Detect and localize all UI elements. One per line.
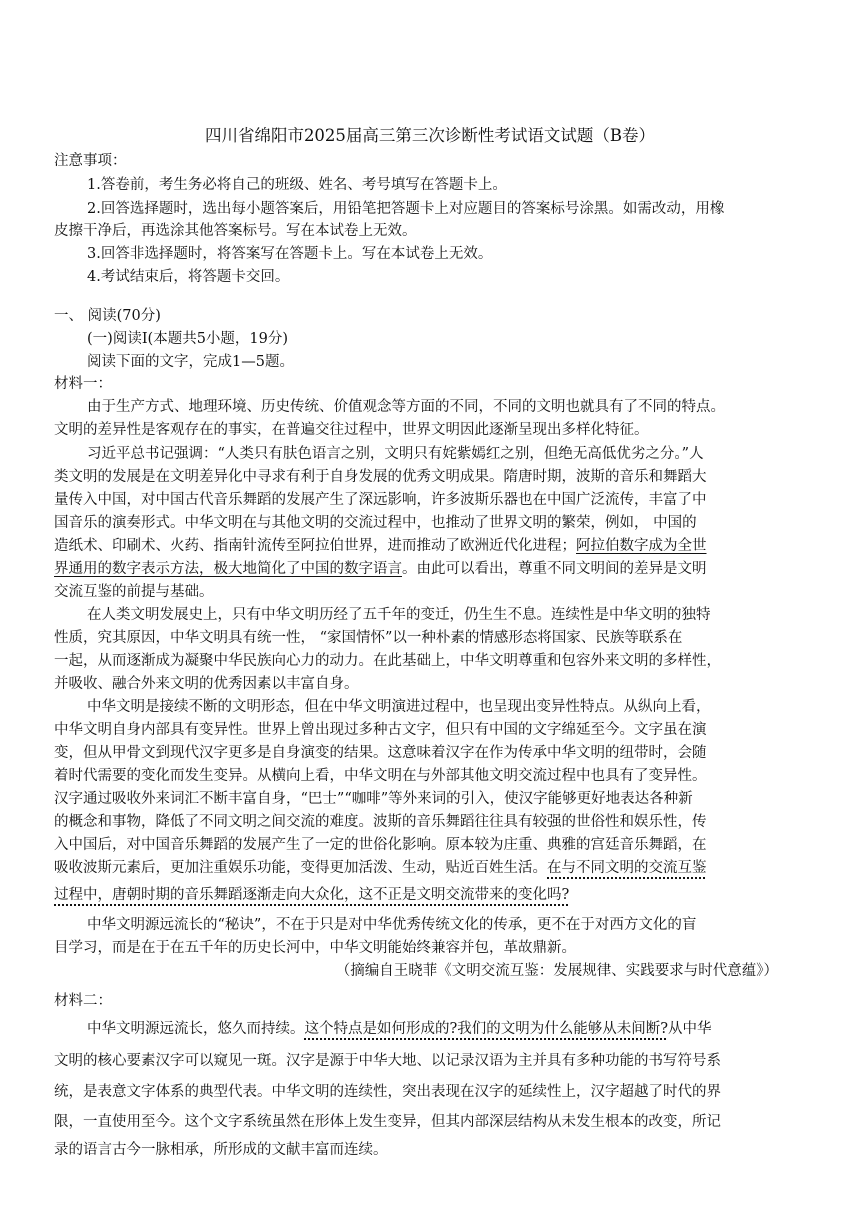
- m1-p2-line: 量传入中国，对中国古代音乐舞蹈的发展产生了深远影响，许多波斯乐器也在中国广泛流传，丰富了中: [54, 492, 707, 508]
- m1-p2-line: [54, 558, 707, 580]
- m2-text-run: 从中华: [668, 1021, 712, 1037]
- m1-p4-line: 入中国后，对中国音乐舞蹈的发展产生了一定的世俗化影响。原本较为庄重、典雅的宫廷音乐舞蹈，在: [54, 837, 707, 853]
- m1-p4-line: 中华文明是接续不断的文明形态，但在中华文明演进过程中，也呈现出变异性特点。从纵向上看，: [87, 699, 711, 715]
- notice-item-1: 1.答卷前，考生务必将自己的班级、姓名、考号填写在答题卡上。: [87, 177, 507, 193]
- section-heading: 一、 阅读(70分): [54, 308, 161, 324]
- m1-text-run: 。由此可以看出，尊重不同文明间的差异是文明: [402, 561, 707, 577]
- m1-p2-line: 习近平总书记强调：“人类只有肤色语言之别，文明只有姹紫嫣红之别，但绝无高低优劣之分。”人: [87, 446, 704, 462]
- m1-p5-line: 中华文明源远流长的“秘诀”，不在于只是对中华优秀传统文化的传承，更不在于对西方文化的盲: [87, 917, 697, 933]
- m1-p3-line: 在人类文明发展史上，只有中华文明历经了五千年的变迁，仍生生不息。连续性是中华文明的独特: [87, 607, 711, 623]
- m1-text-run: 造纸术、印刷术、火药、指南针流传至阿拉伯世界，进而推动了欧洲近代化进程；: [54, 538, 576, 554]
- notice-item-2-cont: 皮擦干净后，再选涂其他答案标号。写在本试卷上无效。: [54, 223, 417, 239]
- m1-p2-line: [54, 535, 707, 557]
- m1-p1-line: 文明的差异性是客观存在的事实，在普遍交往过程中，世界文明因此逐渐呈现出多样化特征。: [54, 422, 649, 438]
- m2-p1-line: [87, 1018, 712, 1040]
- underlined-text: 界通用的数字表示方法，极大地简化了中国的数字语言: [54, 561, 402, 577]
- page-title: 四川省绵阳市2025届高三第三次诊断性考试语文试题（B卷）: [204, 126, 656, 145]
- m1-p1-line: 由于生产方式、地理环境、历史传统、价值观念等方面的不同，不同的文明也就具有了不同的特点。: [87, 399, 725, 415]
- m1-p4-line: 变，但从甲骨文到现代汉字更多是自身演变的结果。这意味着汉字在作为传承中华文明的纽带时，会随: [54, 745, 707, 761]
- material2-label: 材料二：: [54, 993, 112, 1009]
- m2-p1-line: 统，是表意文字体系的典型代表。中华文明的连续性，突出表现在汉字的延续性上，汉字超越了时代的界: [54, 1084, 721, 1100]
- m2-p1-line: 录的语言古今一脉相承，所形成的文献丰富而连续。: [54, 1142, 388, 1158]
- section-subheading: (一)阅读Ⅰ(本题共5小题，19分): [87, 331, 289, 347]
- m1-p2-line: 国音乐的演奏形式。中华文明在与其他文明的交流过程中，也推动了世界文明的繁荣，例如， 中国的: [54, 515, 697, 531]
- dotted-emphasis-text: 在与不同文明的交流互鉴: [547, 860, 707, 876]
- m1-p4-line: 着时代需要的变化而发生变异。从横向上看，中华文明在与外部其他文明交流过程中也具有了变异性。: [54, 768, 707, 784]
- source-citation: （摘编自王晓菲《文明交流互鉴：发展规律、实践要求与时代意蕴》）: [335, 963, 778, 979]
- m1-text-run: 吸收波斯元素后，更加注重娱乐功能，变得更加活泼、生动，贴近百姓生活。: [54, 860, 547, 876]
- m1-p4-line: [54, 857, 707, 879]
- m2-p1-line: 文明的核心要素汉字可以窥见一斑。汉字是源于中华大地、以记录汉语为主并具有多种功能的书写符号系: [54, 1053, 721, 1069]
- m1-p4-line: 的概念和事物，降低了不同文明之间交流的难度。波斯的音乐舞蹈往往具有较强的世俗性和娱乐性，传: [54, 814, 707, 830]
- dotted-emphasis-text: 这个特点是如何形成的?我们的文明为什么能够从未间断?: [304, 1021, 669, 1037]
- m1-p2-line: 类文明的发展是在文明差异化中寻求有利于自身发展的优秀文明成果。隋唐时期，波斯的音乐和舞蹈大: [54, 469, 707, 485]
- notice-heading: 注意事项：: [54, 153, 127, 169]
- m1-p4-line: 汉字通过吸收外来词汇不断丰富自身，“巴士”“咖啡”等外来词的引入，使汉字能够更好地表达各种新: [54, 791, 693, 807]
- section-instruction: 阅读下面的文字，完成1—5题。: [87, 354, 294, 370]
- notice-item-2: 2.回答选择题时，选出每小题答案后，用铅笔把答题卡上对应题目的答案标号涂黑。如需改动，用橡: [87, 201, 725, 217]
- m1-p3-line: 一起，从而逐渐成为凝聚中华民族向心力的动力。在此基础上，中华文明尊重和包容外来文明的多样性，: [54, 653, 721, 669]
- m1-p3-line: 并吸收、融合外来文明的优秀因素以丰富自身。: [54, 676, 359, 692]
- dotted-emphasis-text: 过程中，唐朝时期的音乐舞蹈逐渐走向大众化，这不正是文明交流带来的变化吗?: [54, 887, 570, 903]
- underlined-text: 阿拉伯数字成为全世: [576, 538, 707, 554]
- m1-p3-line: 性质，究其原因，中华文明具有统一性， “家国情怀”以一种朴素的情感形态将国家、民族等联系在: [54, 630, 683, 646]
- m1-p4-line: 中华文明自身内部具有变异性。世界上曾出现过多种古文字，但只有中国的文字绵延至今。文字虽在演: [54, 722, 707, 738]
- m1-p2-line: 交流互鉴的前提与基础。: [54, 584, 214, 600]
- m2-p1-line: 限，一直使用至今。这个文字系统虽然在形体上发生变异，但其内部深层结构从未发生根本的改变，所记: [54, 1114, 721, 1130]
- notice-item-3: 3.回答非选择题时，将答案写在答题卡上。写在本试卷上无效。: [87, 246, 493, 262]
- notice-item-4: 4.考试结束后，将答题卡交回。: [87, 269, 290, 285]
- m2-text-run: 中华文明源远流长，悠久而持续。: [87, 1021, 305, 1037]
- material1-label: 材料一：: [54, 376, 112, 392]
- m1-p5-line: 目学习，而是在于在五千年的历史长河中，中华文明能始终兼容并包，革故鼎新。: [54, 940, 576, 956]
